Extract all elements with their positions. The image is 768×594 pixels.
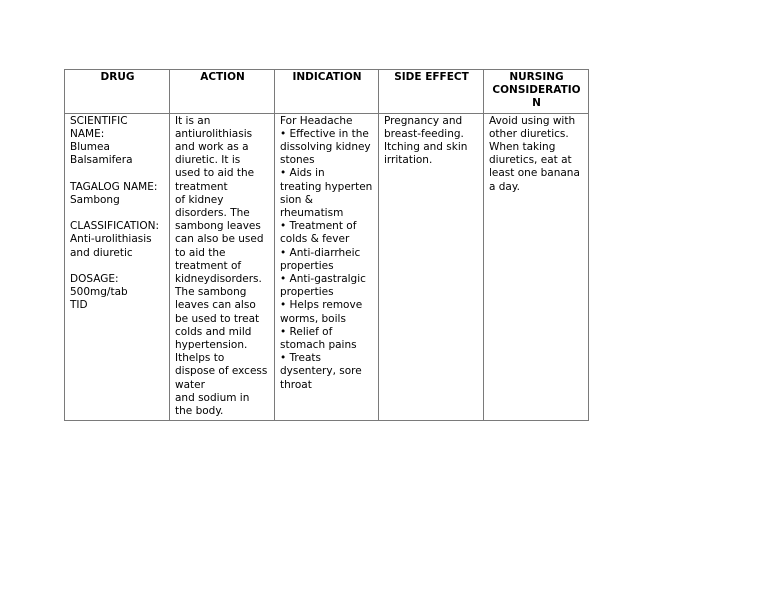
- cell-text-line: be used to treat: [175, 312, 260, 325]
- cell-text-line: It is an: [175, 114, 211, 127]
- cell-text-line: properties: [280, 286, 334, 299]
- cell-text-line: For Headache: [280, 114, 353, 127]
- blank-line: [70, 167, 165, 180]
- drug-cell: [65, 113, 170, 421]
- header-text-line: ACTION: [200, 71, 245, 83]
- cell-text-line: of kidney: [175, 193, 224, 206]
- cell-text-line: throat: [280, 378, 312, 391]
- cell-text-line: antiurolithiasis: [175, 127, 253, 140]
- cell-text-line: TID: [70, 299, 88, 312]
- cell-text-line: • Anti-gastralgic: [280, 273, 366, 286]
- cell-text-line: colds & fever: [280, 233, 350, 246]
- cell-text-line: rheumatism: [280, 207, 344, 220]
- cell-text-line: treating hyperten: [280, 180, 373, 193]
- header-drug: [65, 70, 170, 114]
- header-text-line: NURSING: [509, 71, 564, 83]
- blank-line: [70, 207, 165, 220]
- cell-text-line: colds and mild: [175, 325, 252, 338]
- cell-text-line: worms, boils: [280, 312, 346, 325]
- header-text-line: DRUG: [100, 71, 135, 83]
- cell-text-line: Ithelps to: [175, 352, 225, 365]
- cell-text-line: • Effective in the: [280, 127, 369, 140]
- table-row: [65, 113, 589, 421]
- cell-text-line: Sambong: [70, 193, 120, 206]
- cell-text-line: dispose of excess: [175, 365, 268, 378]
- header-text-line: N: [532, 97, 541, 110]
- cell-text-line: • Anti-diarrheic: [280, 246, 361, 259]
- cell-text-line: used to aid the: [175, 167, 255, 180]
- blank-line: [70, 260, 165, 273]
- cell-text-line: hypertension.: [175, 339, 248, 352]
- indication-cell: [275, 113, 379, 421]
- header-text-line: INDICATION: [292, 71, 362, 83]
- cell-text-line: dissolving kidney: [280, 141, 371, 154]
- cell-text-line: Balsamifera: [70, 154, 133, 167]
- header-nursing-consideration: [484, 70, 589, 114]
- cell-text-line: other diuretics.: [489, 127, 569, 140]
- cell-text-line: a day.: [489, 180, 520, 193]
- cell-text-line: • Treatment of: [280, 220, 357, 233]
- cell-text-line: Pregnancy and: [384, 114, 463, 127]
- cell-text-line: • Helps remove: [280, 299, 363, 312]
- cell-text-line: stomach pains: [280, 339, 357, 352]
- cell-text-line: to aid the: [175, 246, 226, 259]
- cell-text-line: dysentery, sore: [280, 365, 362, 378]
- cell-text-line: NAME:: [70, 127, 105, 140]
- cell-text-line: treatment: [175, 180, 228, 193]
- cell-text-line: • Aids in: [280, 167, 325, 180]
- cell-text-line: Avoid using with: [489, 114, 576, 127]
- cell-text-line: sion &: [280, 193, 313, 206]
- cell-text-line: the body.: [175, 405, 224, 418]
- cell-text-line: DOSAGE:: [70, 273, 119, 285]
- cell-text-line: stones: [280, 154, 315, 167]
- header-action: [170, 70, 275, 114]
- cell-text-line: and work as a: [175, 141, 249, 154]
- cell-text-line: and sodium in: [175, 391, 250, 404]
- cell-text-line: and diuretic: [70, 246, 133, 259]
- cell-text-line: can also be used: [175, 233, 264, 246]
- nursing-consideration-cell: [484, 113, 589, 421]
- cell-text-line: sambong leaves: [175, 220, 261, 233]
- header-side-effect: [379, 70, 484, 114]
- header-text-line: CONSIDERATIO: [492, 84, 581, 97]
- cell-text-line: When taking: [489, 141, 556, 154]
- cell-text-line: properties: [280, 259, 334, 272]
- cell-text-line: water: [175, 378, 205, 391]
- cell-text-line: breast-feeding.: [384, 127, 464, 140]
- cell-text-line: diuretics, eat at: [489, 154, 572, 167]
- cell-text-line: SCIENTIFIC: [70, 114, 128, 127]
- cell-text-line: Anti-urolithiasis: [70, 233, 152, 246]
- header-indication: [275, 70, 379, 114]
- cell-text-line: least one banana: [489, 167, 580, 180]
- cell-text-line: disorders. The: [175, 207, 250, 220]
- cell-text-line: CLASSIFICATION:: [70, 220, 160, 233]
- cell-text-line: leaves can also: [175, 299, 256, 312]
- cell-text-line: Itching and skin: [384, 141, 468, 154]
- cell-text-line: diuretic. It is: [175, 154, 241, 167]
- cell-text-line: kidneydisorders.: [175, 273, 262, 286]
- header-row: [65, 70, 589, 114]
- cell-text-line: treatment of: [175, 259, 242, 272]
- cell-text-line: Blumea: [70, 141, 110, 154]
- cell-text-line: TAGALOG NAME:: [70, 180, 158, 193]
- drug-study-table: [64, 69, 589, 421]
- action-cell: [170, 113, 275, 421]
- cell-text-line: • Treats: [280, 352, 321, 365]
- cell-text-line: 500mg/tab: [70, 286, 128, 299]
- side-effect-cell: [379, 113, 484, 421]
- cell-text-line: The sambong: [175, 286, 247, 299]
- header-text-line: SIDE EFFECT: [394, 71, 469, 83]
- cell-text-line: • Relief of: [280, 325, 333, 338]
- cell-text-line: irritation.: [384, 154, 433, 167]
